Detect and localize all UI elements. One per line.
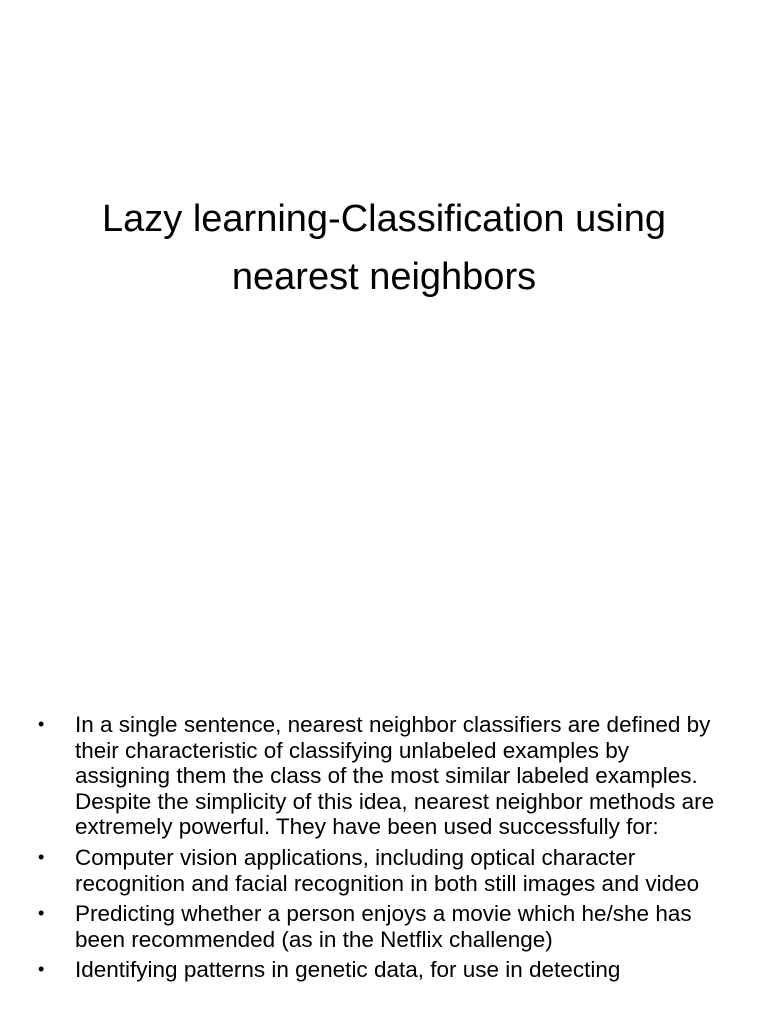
bullet-text: Predicting whether a person enjoys a movie which he/she has been recommended (as in the Netflix challenge) xyxy=(75,901,692,952)
bullet-item xyxy=(38,712,718,840)
bullet-text: Computer vision applications, including optical character recognition and facial recognition in both still images and video xyxy=(75,844,700,896)
bullet-dot-icon: • xyxy=(38,903,45,924)
slide-title xyxy=(40,190,728,306)
bullet-dot-icon: • xyxy=(38,959,45,980)
bullet-text: Identifying patterns in genetic data, for use in detecting xyxy=(75,957,621,983)
bullet-item xyxy=(38,957,718,983)
bullet-item xyxy=(38,901,718,952)
title-line-2: nearest neighbors xyxy=(231,256,537,298)
bullet-dot-icon: • xyxy=(38,714,45,734)
title-line-1: Lazy learning-Classification using xyxy=(102,198,666,240)
bullet-list xyxy=(38,712,718,988)
bullet-text: In a single sentence, nearest neighbor classifiers are defined by their characteristic of classifying unlabeled examples by assigning them the class of the most similar labeled examples. Despite the simplicity of this idea, nearest neighbor methods are extremely powerful. They have been used successfully for: xyxy=(75,712,715,840)
bullet-dot-icon: • xyxy=(38,846,45,867)
bullet-item xyxy=(38,845,718,896)
